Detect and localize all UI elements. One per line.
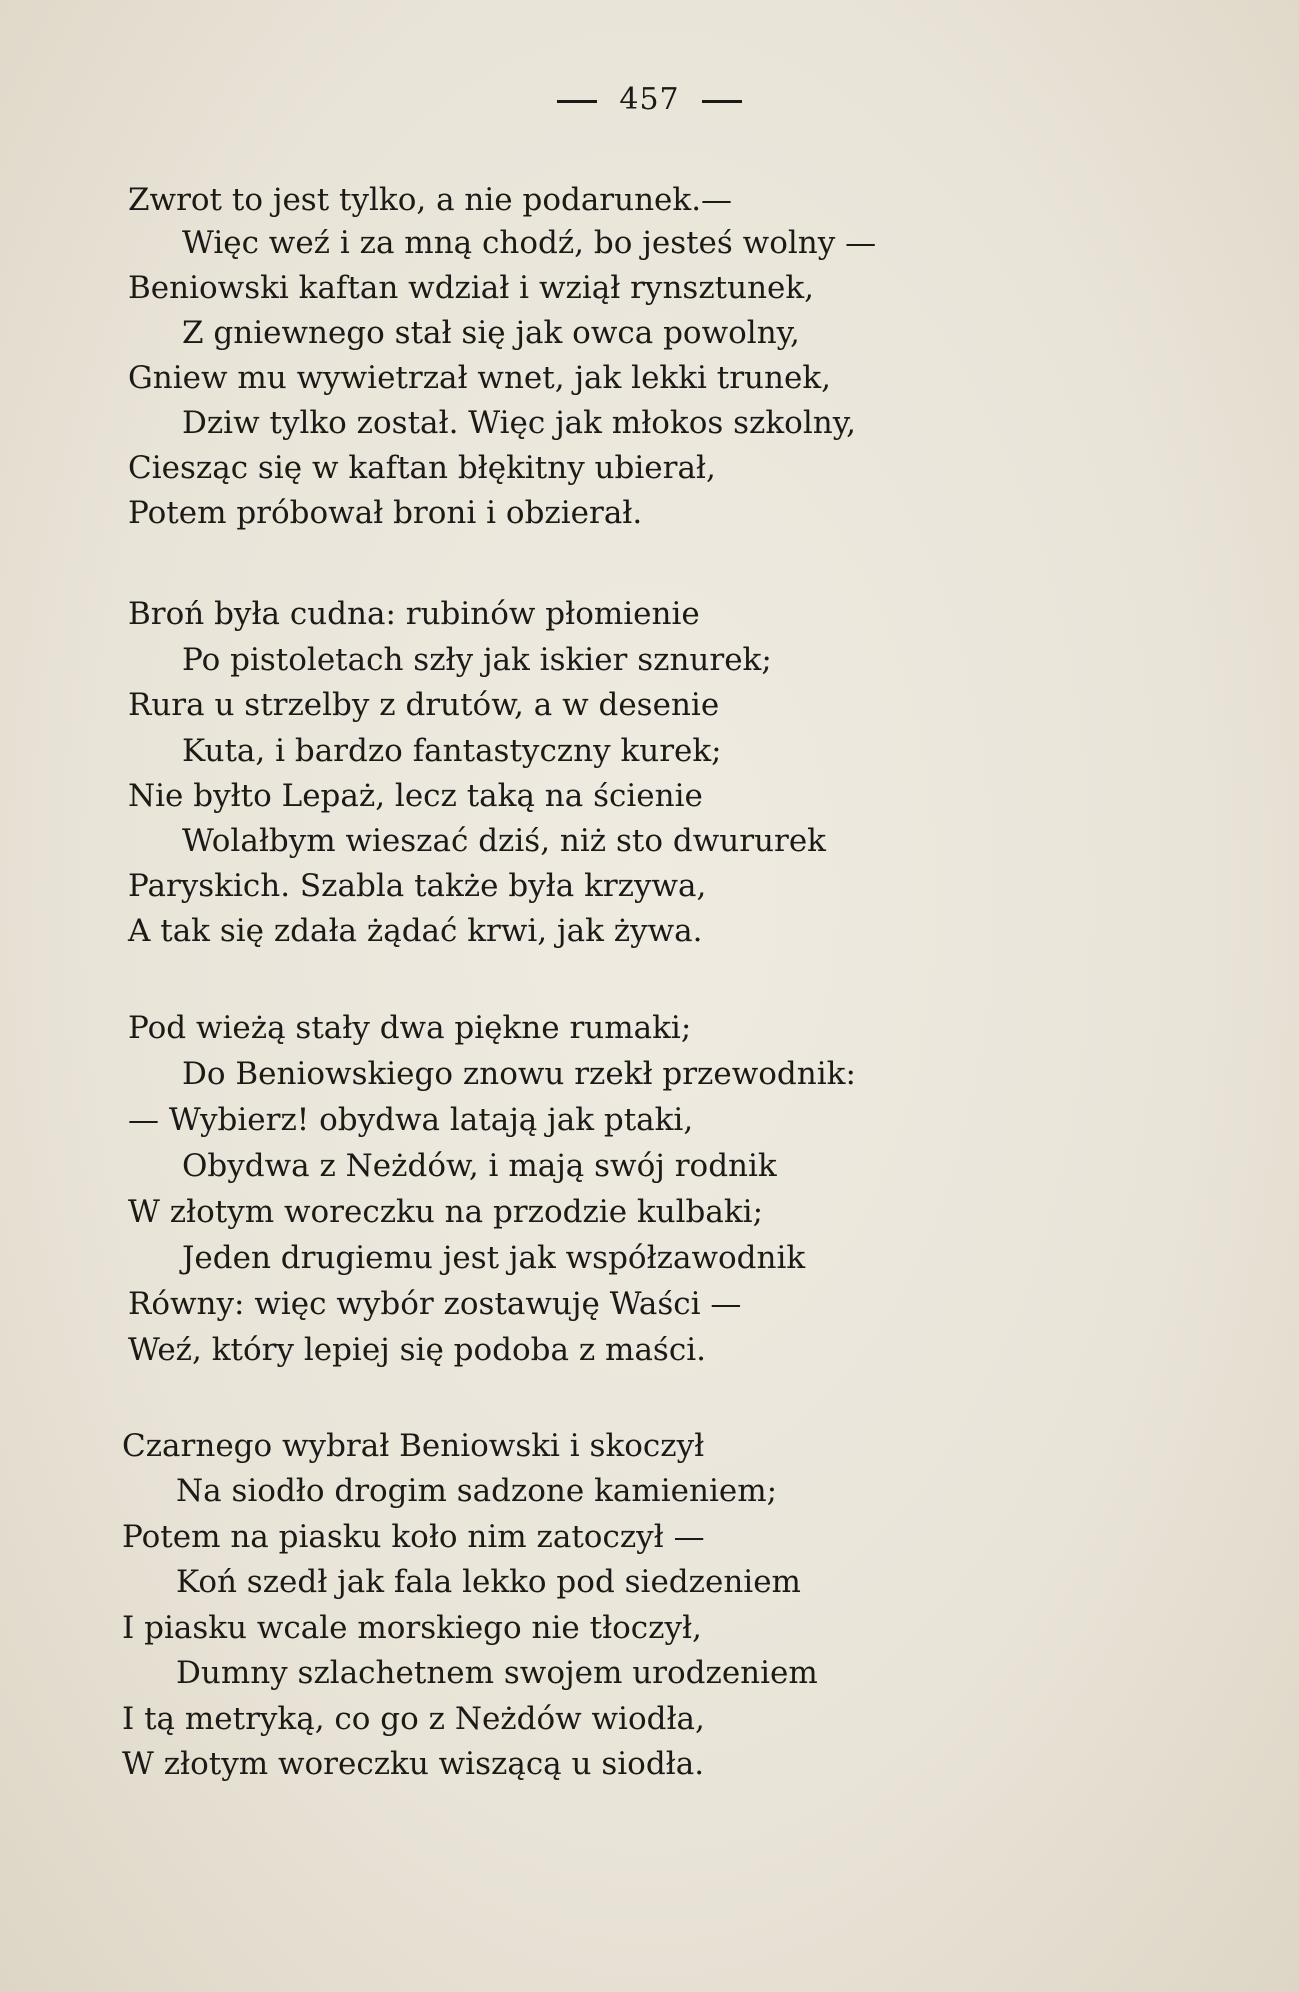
- verse-line: Potem na piasku koło nim zatoczył —: [122, 1519, 705, 1555]
- verse-line: W złotym woreczku na przodzie kulbaki;: [128, 1194, 764, 1230]
- verse-line: Dumny szlachetnem swojem urodzeniem: [176, 1655, 818, 1691]
- verse-line: Obydwa z Neżdów, i mają swój rodnik: [182, 1148, 777, 1184]
- verse-line: Gniew mu wywietrzał wnet, jak lekki trunek,: [128, 360, 831, 396]
- verse-line: Do Beniowskiego znowu rzekł przewodnik:: [182, 1056, 856, 1092]
- verse-line: I piasku wcale morskiego nie tłoczył,: [122, 1610, 702, 1646]
- verse-line: Wolałbym wieszać dziś, niż sto dwururek: [182, 823, 826, 859]
- verse-line: W złotym woreczku wiszącą u siodła.: [122, 1746, 705, 1782]
- verse-line: — Wybierz! obydwa latają jak ptaki,: [128, 1102, 694, 1138]
- verse-line: Pod wieżą stały dwa piękne rumaki;: [128, 1010, 692, 1046]
- verse-line: Rura u strzelby z drutów, a w desenie: [128, 687, 720, 723]
- verse-line: Równy: więc wybór zostawuję Waści —: [128, 1286, 742, 1322]
- page-number-left-dash: [557, 100, 597, 103]
- verse-line: Potem próbował broni i obzierał.: [128, 495, 643, 531]
- verse-line: A tak się zdała żądać krwi, jak żywa.: [128, 913, 703, 949]
- page-number-value: 457: [619, 82, 680, 117]
- verse-line: Beniowski kaftan wdział i wziął rynsztunek,: [128, 270, 815, 306]
- verse-line: Jeden drugiemu jest jak współzawodnik: [182, 1240, 806, 1276]
- verse-line: Z gniewnego stał się jak owca powolny,: [182, 315, 800, 351]
- verse-line: Zwrot to jest tylko, a nie podarunek.—: [128, 182, 733, 218]
- verse-line: Nie byłto Lepaż, lecz taką na ścienie: [128, 778, 703, 814]
- verse-line: Po pistoletach szły jak iskier sznurek;: [182, 642, 772, 678]
- verse-line: Czarnego wybrał Beniowski i skoczył: [122, 1428, 705, 1464]
- verse-line: Paryskich. Szabla także była krzywa,: [128, 868, 707, 904]
- verse-line: Broń była cudna: rubinów płomienie: [128, 596, 700, 632]
- verse-line: Na siodło drogim sadzone kamieniem;: [176, 1473, 778, 1509]
- verse-line: Więc weź i za mną chodź, bo jesteś wolny —: [182, 225, 877, 261]
- page-number-right-dash: [702, 100, 742, 103]
- verse-line: Ciesząc się w kaftan błękitny ubierał,: [128, 450, 716, 486]
- verse-line: Dziw tylko został. Więc jak młokos szkolny,: [182, 405, 856, 441]
- verse-line: Weź, który lepiej się podoba z maści.: [128, 1332, 706, 1368]
- page-number: [0, 82, 1299, 117]
- verse-line: Koń szedł jak fala lekko pod siedzeniem: [176, 1564, 801, 1600]
- verse-line: Kuta, i bardzo fantastyczny kurek;: [182, 733, 722, 769]
- verse-line: I tą metryką, co go z Neżdów wiodła,: [122, 1701, 705, 1737]
